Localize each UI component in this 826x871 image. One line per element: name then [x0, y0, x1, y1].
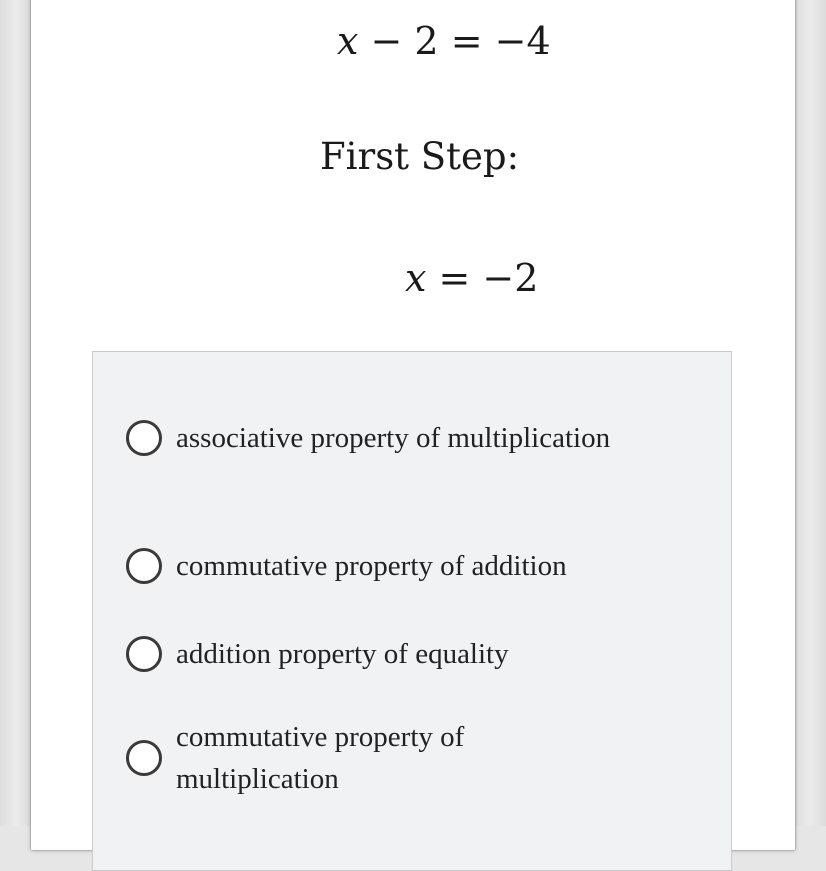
page-background-left — [0, 0, 32, 826]
radio-button[interactable] — [126, 420, 162, 456]
choice-commutative-multiplication[interactable] — [126, 716, 631, 800]
choice-label: commutative property of multiplication — [176, 721, 465, 795]
choice-label: commutative property of addition — [176, 550, 567, 582]
radio-button[interactable] — [126, 636, 162, 672]
choice-associative-multiplication[interactable] — [126, 417, 631, 459]
given-equation-rest: − 2 = −4 — [358, 19, 551, 63]
result-equation-rest: = −2 — [426, 256, 539, 300]
radio-button[interactable] — [126, 548, 162, 584]
result-equation — [405, 256, 539, 300]
choice-label: addition property of equality — [176, 638, 509, 670]
page-background-right — [794, 0, 826, 826]
choice-commutative-addition[interactable] — [126, 545, 676, 587]
given-equation — [337, 19, 551, 63]
choice-addition-equality[interactable] — [126, 633, 676, 675]
radio-button[interactable] — [126, 740, 162, 776]
step-label: First Step: — [320, 135, 520, 178]
given-equation-variable: x — [337, 19, 359, 63]
choice-label: associative property of multiplication — [176, 422, 611, 454]
result-equation-variable: x — [405, 256, 427, 300]
answer-choices-panel — [92, 351, 732, 871]
